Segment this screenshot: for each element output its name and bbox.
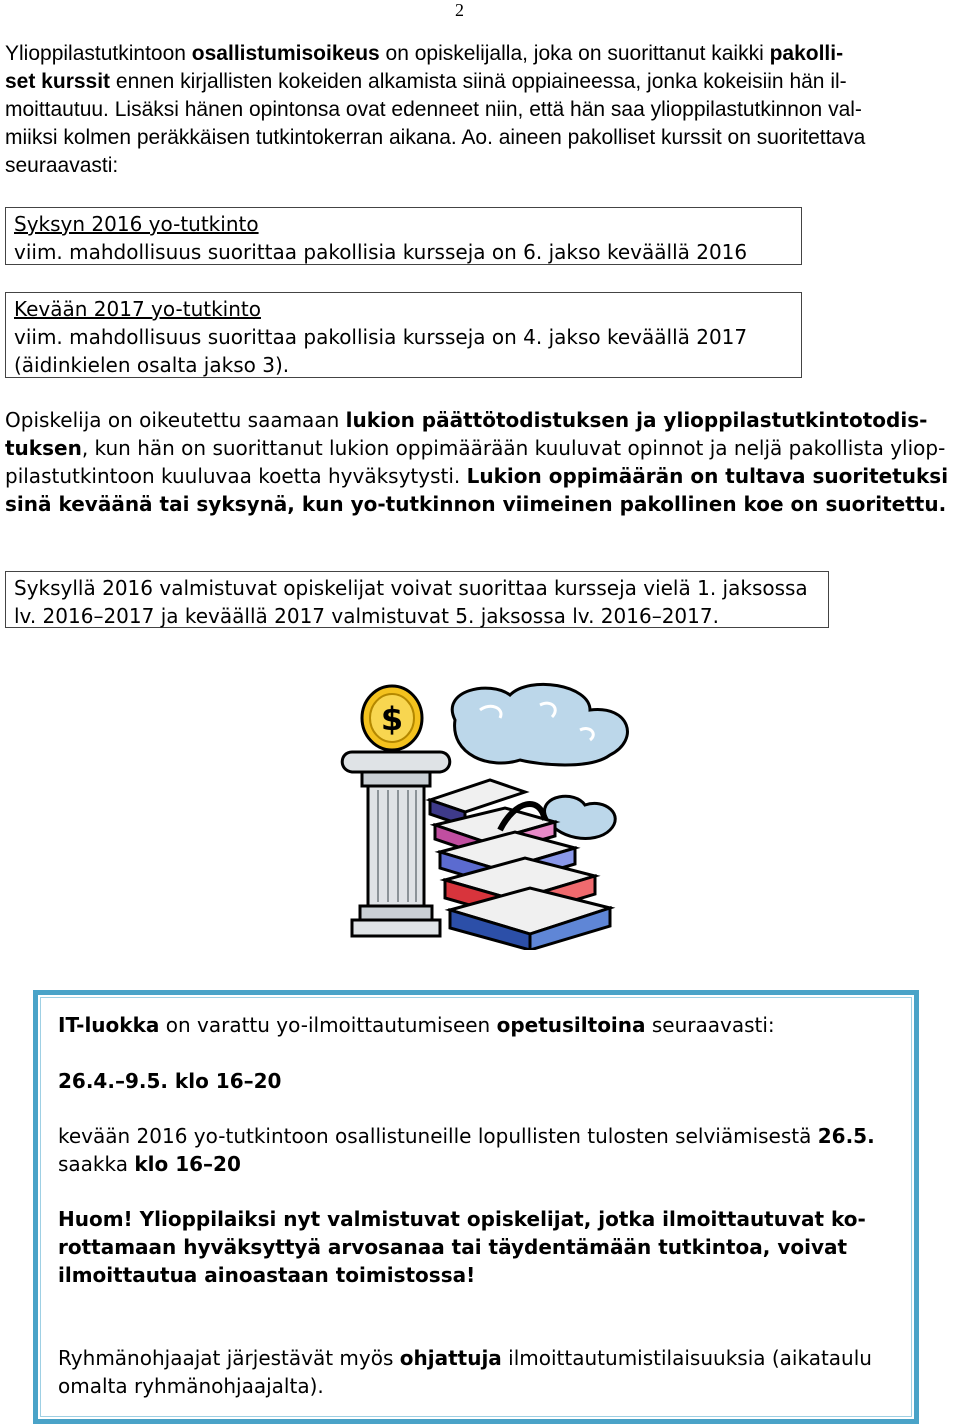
spring-exam-box [5, 292, 802, 378]
page-number: 2 [455, 0, 464, 20]
notice-huom-2: rottamaan hyväksyttyä arvosanaa tai täydentämään tutkintoa, voivat [58, 1235, 848, 1259]
graduation-box [5, 571, 829, 628]
graduation-line-1: Syksyllä 2016 valmistuvat opiskelijat voivat suorittaa kursseja vielä 1. jaksossa [14, 576, 808, 600]
cert-line-2: tuksen, kun hän on suorittanut lukion oppimäärään kuuluvat opinnot ja neljä pakollista yliop- [5, 436, 946, 460]
spring-exam-title: Kevään 2017 yo-tutkinto [14, 297, 261, 321]
notice-line-8: Ryhmänohjaajat järjestävät myös ohjattuja ilmoittautumistilaisuuksia (aikataulu [58, 1346, 872, 1370]
notice-huom-3: ilmoittautua ainoastaan toimistossa! [58, 1263, 476, 1287]
registration-notice-box [33, 990, 919, 1424]
intro-line-1: Ylioppilastutkintoon osallistumisoikeus on opiskelijalla, joka on suorittanut kaikki pakolli- [5, 42, 844, 65]
certificate-paragraph [5, 406, 957, 518]
coin-symbol: $ [380, 700, 404, 738]
coin-icon [362, 686, 422, 750]
autumn-exam-text: viim. mahdollisuus suorittaa pakollisia kursseja on 6. jakso keväällä 2016 [14, 240, 748, 264]
intro-line-5: seuraavasti: [5, 154, 119, 177]
column-icon [342, 752, 450, 936]
notice-line-4: saakka klo 16–20 [58, 1152, 241, 1176]
cert-line-4: sinä keväänä tai syksynä, kun yo-tutkinnon viimeinen pakollinen koe on suoritettu. [5, 492, 947, 516]
intro-line-2: set kurssit ennen kirjallisten kokeiden alkamista siinä oppiaineessa, jonka kokeisiin hän il- [5, 70, 847, 93]
participation-paragraph [5, 40, 950, 180]
cert-line-3: pilastutkintoon kuuluvaa koetta hyväksytysti. Lukion oppimäärän on tultava suoritetuksi [5, 464, 949, 488]
notice-huom-1: Huom! Ylioppilaiksi nyt valmistuvat opiskelijat, jotka ilmoittautuvat ko- [58, 1207, 866, 1231]
notice-line-1: IT-luokka on varattu yo-ilmoittautumiseen opetusiltoina seuraavasti: [58, 1013, 775, 1037]
cert-line-1: Opiskelija on oikeutettu saamaan lukion päättötodistuksen ja ylioppilastutkintotodis- [5, 408, 928, 432]
spring-exam-text: viim. mahdollisuus suorittaa pakollisia kursseja on 4. jakso keväällä 2017 [14, 325, 748, 349]
autumn-exam-title: Syksyn 2016 yo-tutkinto [14, 212, 259, 236]
coin-column-books-clipart [340, 680, 640, 950]
autumn-exam-box [5, 207, 802, 265]
graduation-line-2: lv. 2016–2017 ja keväällä 2017 valmistuvat 5. jaksossa lv. 2016–2017. [14, 604, 719, 628]
notice-dates: 26.4.–9.5. klo 16–20 [58, 1069, 282, 1093]
notice-line-9: omalta ryhmänohjaajalta). [58, 1374, 324, 1398]
intro-line-4: miiksi kolmen peräkkäisen tutkintokerran aikana. Ao. aineen pakolliset kurssit on suoritettava [5, 126, 866, 149]
notice-line-3: kevään 2016 yo-tutkintoon osallistuneille lopullisten tulosten selviämisestä 26.5. [58, 1124, 875, 1148]
intro-line-3: moittautuu. Lisäksi hänen opintonsa ovat edenneet niin, että hän saa ylioppilastutkinnon val- [5, 98, 862, 121]
spring-exam-note: (äidinkielen osalta jakso 3). [14, 353, 290, 377]
